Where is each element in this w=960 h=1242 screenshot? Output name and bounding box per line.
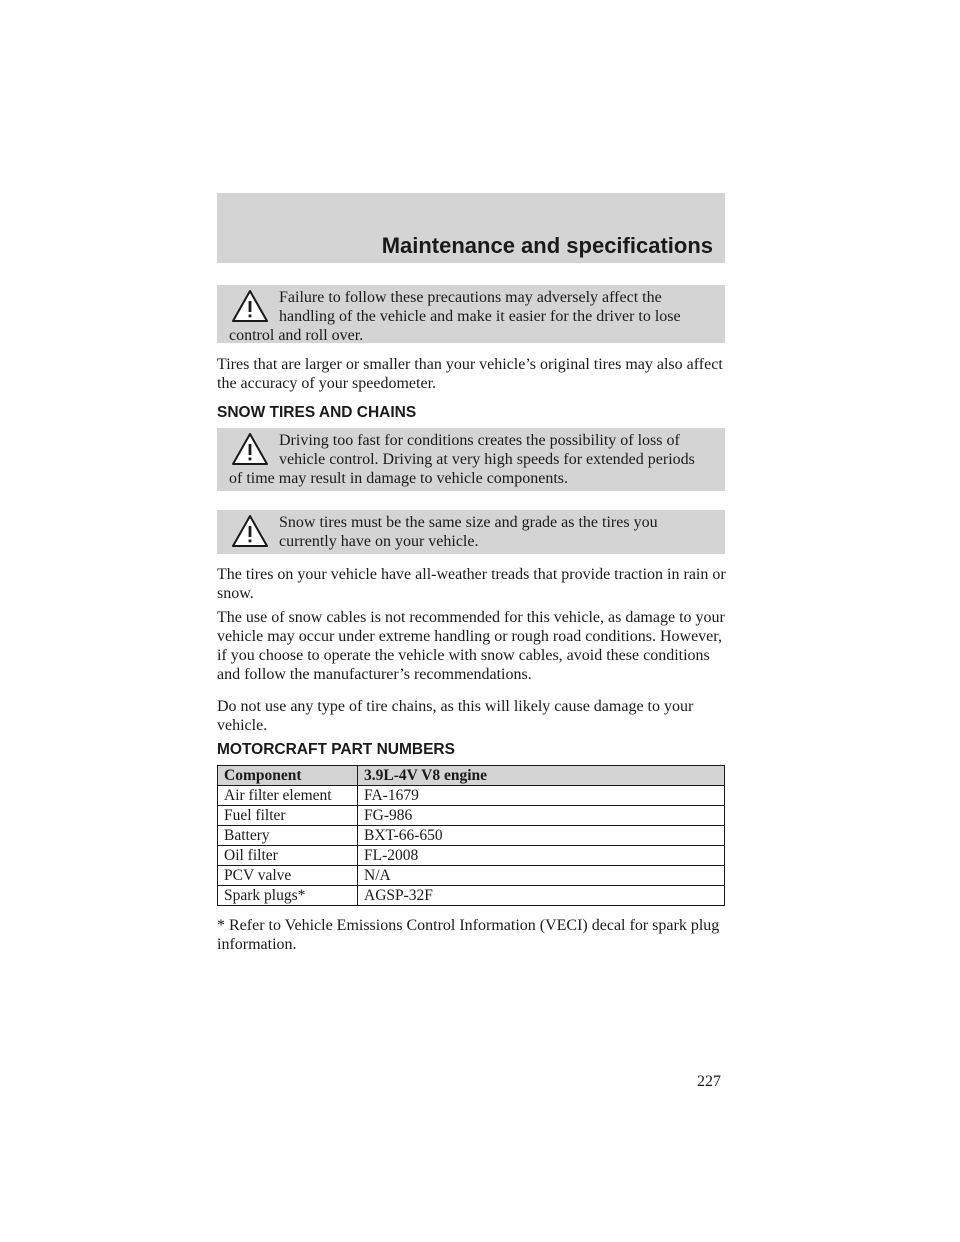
warning-box-snow-tires [217,510,725,554]
paragraph-tire-chains: Do not use any type of tire chains, as this will likely cause damage to your vehicle. [217,698,694,734]
part-numbers-table [217,765,725,906]
table-header-row [218,766,725,786]
component-cell: PCV valve [218,866,358,886]
part-number-cell: N/A [358,866,725,886]
column-header-engine: 3.9L-4V V8 engine [358,766,725,786]
table-row [218,826,725,846]
part-number-cell: FG-986 [358,806,725,826]
paragraph-snow-cables: The use of snow cables is not recommended for this vehicle, as damage to your vehicle may occur under extreme handling or rough road conditions. However, if you choose to operate the vehicle with snow cables, avoid these conditions and follow the manufacturer’s recommendations. [217,609,725,683]
part-number-cell: FA-1679 [358,786,725,806]
warning-triangle-icon [231,431,269,469]
page-number: 227 [697,1073,721,1090]
warning-text: Snow tires must be the same size and grade as the tires you currently have on your vehicle. [279,514,658,550]
warning-triangle-icon [231,513,269,551]
heading-part-numbers: MOTORCRAFT PART NUMBERS [217,741,455,758]
component-cell: Spark plugs* [218,886,358,906]
table-row [218,806,725,826]
warning-triangle-icon [231,288,269,326]
warning-text: Driving too fast for conditions creates the possibility of loss of vehicle control. Driving at very high speeds for extended periods of time may result in damage to vehicle components. [229,432,695,487]
section-header-band [217,193,725,263]
component-cell: Battery [218,826,358,846]
table-row [218,846,725,866]
table-row [218,866,725,886]
heading-snow-tires: SNOW TIRES AND CHAINS [217,404,417,421]
warning-text: Failure to follow these precautions may adversely affect the handling of the vehicle and make it easier for the driver to lose control and roll over. [229,289,681,344]
table-row [218,886,725,906]
column-header-component: Component [218,766,358,786]
warning-box-rollover [217,285,725,343]
component-cell: Oil filter [218,846,358,866]
component-cell: Air filter element [218,786,358,806]
table-row [218,786,725,806]
warning-box-speed [217,428,725,491]
part-number-cell: BXT-66-650 [358,826,725,846]
section-title: Maintenance and specifications [381,233,713,258]
component-cell: Fuel filter [218,806,358,826]
part-number-cell: FL-2008 [358,846,725,866]
part-number-cell: AGSP-32F [358,886,725,906]
paragraph-treads: The tires on your vehicle have all-weather treads that provide traction in rain or snow. [217,566,726,602]
footnote-spark-plugs: * Refer to Vehicle Emissions Control Information (VECI) decal for spark plug information. [217,917,720,953]
paragraph-speedometer: Tires that are larger or smaller than your vehicle’s original tires may also affect the accuracy of your speedometer. [217,356,723,392]
